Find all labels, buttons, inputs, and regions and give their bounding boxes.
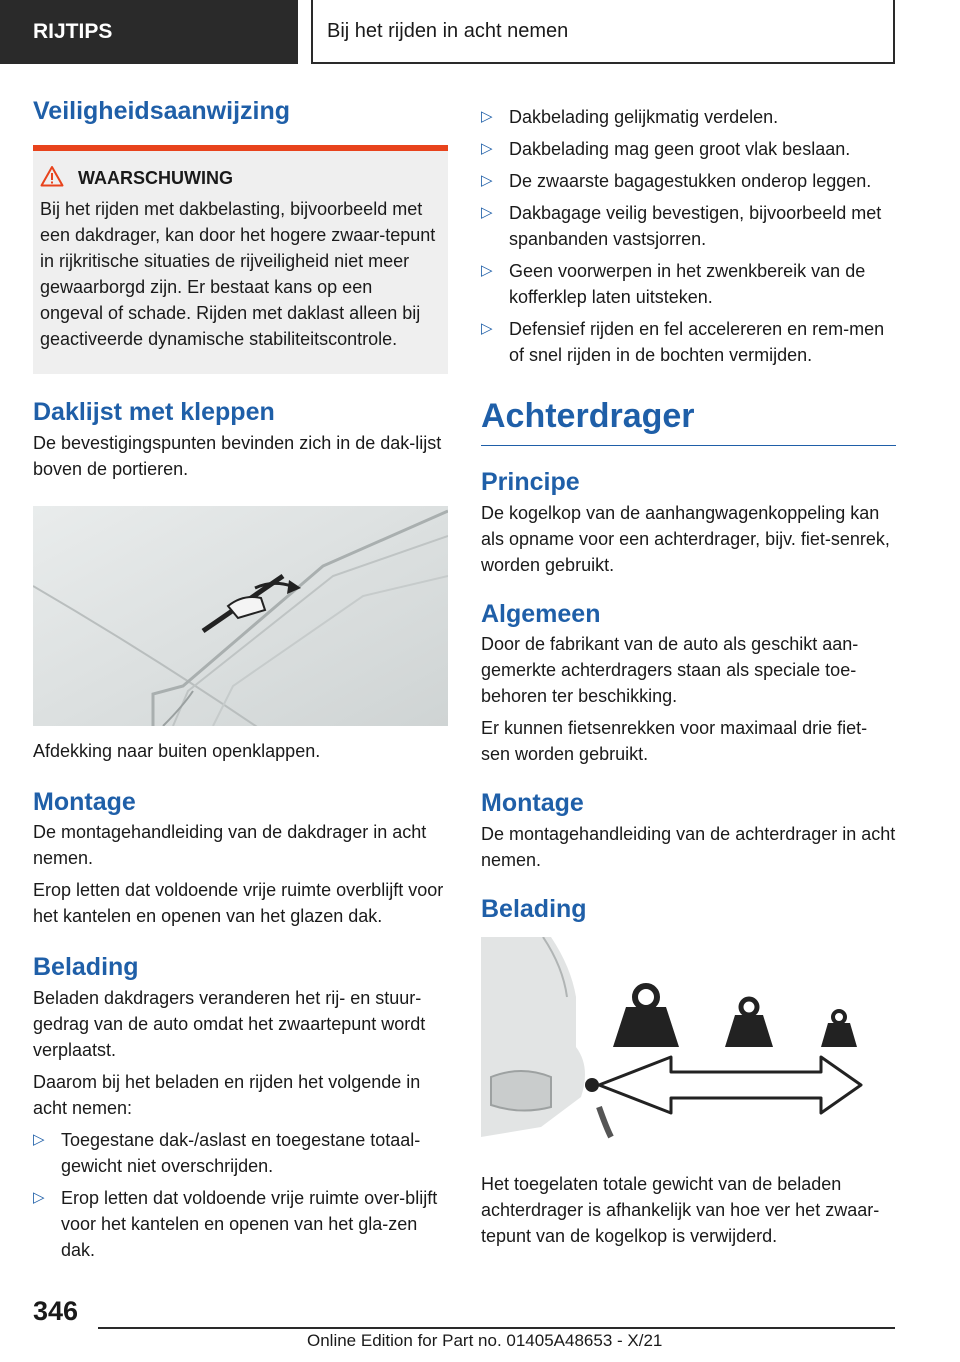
edition-footer: Online Edition for Part no. 01405A48653 - X/21 — [307, 1331, 663, 1350]
belading-heading-left: Belading — [33, 953, 139, 982]
loading-bullet-list-right — [481, 104, 896, 368]
bullet-triangle-icon: ▷ — [481, 172, 493, 189]
safety-heading: Veiligheidsaanwijzing — [33, 97, 291, 125]
montage-heading-right: Montage — [481, 789, 584, 818]
footer-rule — [98, 1327, 895, 1329]
chapter-title: Bij het rijden in acht nemen — [311, 0, 895, 64]
warning-text: Bij het rijden met dakbelasting, bijvoorbeeld met een dakdrager, kan door het hogere zwaar-tepunt in rijkritische situaties de rijveiligheid niet meer gewaarborgd zijn. Er bestaat kans op een ongeval of schade. Rijden met daklast alleen bij geactiveerde dynamische stabiliteitscontrole. — [40, 198, 436, 349]
roof-rail-text: De bevestigingspunten bevinden zich in de dak-lijst boven de portieren. — [33, 432, 442, 479]
bullet-triangle-icon: ▷ — [481, 262, 493, 279]
warning-box — [33, 145, 448, 374]
achterdrager-heading: Achterdrager — [481, 397, 695, 435]
bullet-triangle-icon: ▷ — [33, 1189, 45, 1206]
bullet-triangle-icon: ▷ — [481, 108, 493, 125]
heavy-weight-icon — [613, 986, 679, 1047]
algemeen-text-1: Door de fabrikant van de auto als geschikt aan-gemerkte achterdragers staan als speciale toe-behoren ter beschikking. — [481, 634, 859, 707]
belading-heading-right: Belading — [481, 895, 587, 924]
warning-title: WAARSCHUWING — [78, 167, 233, 188]
list-item: ▷ Dakbelading mag geen groot vlak beslaan. — [481, 136, 896, 162]
roof-rail-caption: Afdekking naar buiten openklappen. — [33, 740, 321, 761]
rear-carrier-weight-figure — [481, 937, 896, 1157]
algemeen-heading: Algemeen — [481, 599, 601, 628]
bullet-triangle-icon: ▷ — [481, 140, 493, 157]
list-item: ▷ Dakbagage veilig bevestigen, bijvoorbeeld met spanbanden vastsjorren. — [481, 200, 896, 252]
light-weight-icon — [821, 1011, 857, 1047]
montage-text-1: De montagehandleiding van de dakdrager in acht nemen. — [33, 822, 427, 869]
algemeen-text-2: Er kunnen fietsenrekken voor maximaal drie fiet-sen worden gebruikt. — [481, 718, 868, 765]
list-item: ▷ Toegestane dak-/aslast en toegestane totaal-gewicht niet overschrijden. — [33, 1127, 448, 1179]
section-label: RIJTIPS — [0, 0, 298, 64]
belading-caption: Het toegelaten totale gewicht van de beladen achterdrager is afhankelijk van hoe ver het zwaar-tepunt van de kogelkop is verwijderd. — [481, 1173, 880, 1246]
list-item: ▷ Defensief rijden en fel accelereren en rem-men of snel rijden in de bochten vermijden. — [481, 316, 896, 368]
list-item: ▷ De zwaarste bagagestukken onderop leggen. — [481, 168, 896, 194]
roof-rail-heading: Daklijst met kleppen — [33, 397, 275, 426]
montage-heading-left: Montage — [33, 787, 136, 816]
bullet-triangle-icon: ▷ — [481, 320, 493, 337]
belading-text-2: Daarom bij het beladen en rijden het volgende in acht nemen: — [33, 1072, 421, 1118]
bullet-triangle-icon: ▷ — [33, 1131, 45, 1148]
bullet-triangle-icon: ▷ — [481, 204, 493, 221]
left-column — [33, 95, 448, 1269]
right-column — [481, 104, 896, 1249]
heading-rule — [481, 445, 896, 446]
montage-text-2: Erop letten dat voldoende vrije ruimte overblijft voor het kantelen en openen van het glazen dak. — [33, 880, 444, 927]
montage-text-right: De montagehandleiding van de achterdrager in acht nemen. — [481, 824, 896, 871]
page-number: 346 — [33, 1296, 79, 1326]
belading-text-1: Beladen dakdragers veranderen het rij- en stuur-gedrag van de auto omdat het zwaartepunt wordt verplaatst. — [33, 988, 426, 1060]
warning-triangle-icon — [40, 165, 78, 192]
principe-text: De kogelkop van de aanhangwagenkoppeling kan als opname voor een achterdrager, bijv. fiet-senrek, worden gebruikt. — [481, 502, 890, 575]
loading-bullet-list-left — [33, 1127, 448, 1263]
roof-rail-figure — [33, 506, 448, 726]
list-item: ▷ Erop letten dat voldoende vrije ruimte over-blijft voor het kantelen en openen van het gla-zen dak. — [33, 1185, 448, 1263]
principe-heading: Principe — [481, 467, 580, 496]
medium-weight-icon — [725, 999, 773, 1047]
list-item: ▷ Dakbelading gelijkmatig verdelen. — [481, 104, 896, 130]
list-item: ▷ Geen voorwerpen in het zwenkbereik van de kofferklep laten uitsteken. — [481, 258, 896, 310]
page-header — [0, 0, 960, 66]
